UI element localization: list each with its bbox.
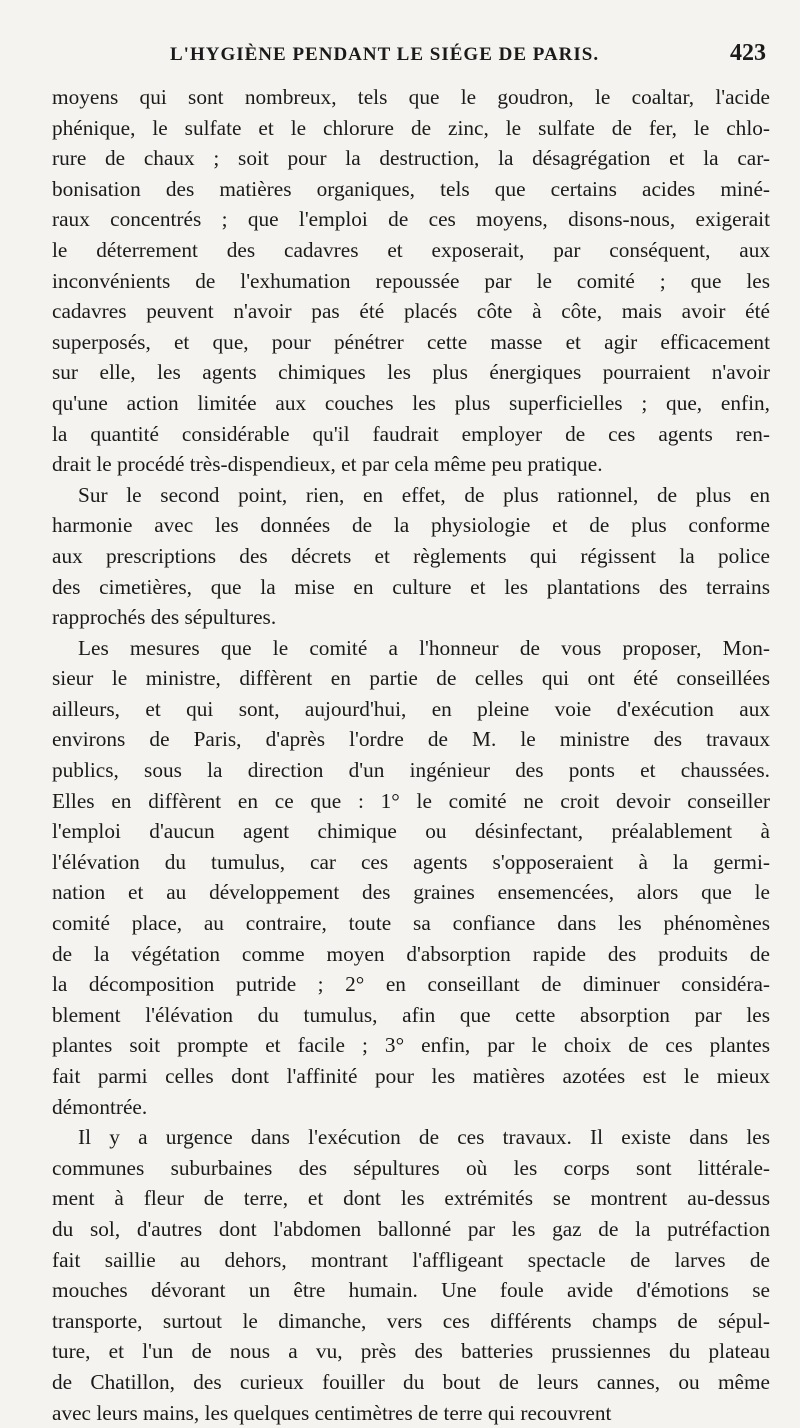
text-line: qu'une action limitée aux couches les plus superficielles ; que, enfin, [52, 390, 770, 415]
text-line: des cimetières, que la mise en culture et les plantations des terrains [52, 574, 770, 599]
text-line: mouches dévorant un être humain. Une foule avide d'émotions se [52, 1278, 770, 1303]
text-line: communes suburbaines des sépultures où les corps sont littérale- [52, 1155, 770, 1180]
text-line: de la végétation comme moyen d'absorption rapide des produits de [52, 941, 770, 966]
text-line: aux prescriptions des décrets et règlements qui régissent la police [52, 543, 770, 568]
text-line: ment à fleur de terre, et dont les extrémités se montrent au-dessus [52, 1186, 770, 1211]
page-number: 423 [730, 40, 766, 66]
text-line: l'élévation du tumulus, car ces agents s'opposeraient à la germi- [52, 849, 770, 874]
text-line: moyens qui sont nombreux, tels que le goudron, le coaltar, l'acide [52, 85, 770, 109]
text-line: de Chatillon, des curieux fouiller du bout de leurs cannes, ou même [52, 1369, 770, 1394]
paragraph [52, 480, 770, 633]
text-line: publics, sous la direction d'un ingénieur des ponts et chaussées. [52, 758, 770, 783]
text-line: Elles en diffèrent en ce que : 1° le comité ne croit devoir conseiller [52, 788, 770, 813]
text-line: l'emploi d'aucun agent chimique ou désinfectant, préalablement à [52, 819, 770, 844]
text-line: sieur le ministre, diffèrent en partie de celles qui ont été conseillées [52, 666, 770, 691]
text-line: harmonie avec les données de la physiologie et de plus conforme [52, 513, 770, 538]
text-line: fait parmi celles dont l'affinité pour les matières azotées est le mieux [52, 1064, 770, 1088]
text-line: comité place, au contraire, toute sa confiance dans les phénomènes [52, 911, 770, 936]
text-line: avec leurs mains, les quelques centimètres de terre qui recouvrent [52, 1400, 612, 1425]
text-line: transporte, surtout le dimanche, vers ces différents champs de sépul- [52, 1308, 770, 1333]
page-header [52, 38, 770, 74]
text-line: Les mesures que le comité a l'honneur de vous proposer, Mon- [78, 635, 770, 660]
text-line: rure de chaux ; soit pour la destruction, la désagrégation et la car- [52, 146, 770, 171]
text-line: phénique, le sulfate et le chlorure de zinc, le sulfate de fer, le chlo- [52, 115, 770, 140]
text-line: démontrée. [52, 1094, 148, 1119]
body-text [52, 82, 770, 1428]
text-line: rapprochés des sépultures. [52, 605, 277, 630]
text-line: nation et au développement des graines ensemencées, alors que le [52, 880, 770, 905]
text-line: fait saillie au dehors, montrant l'affligeant spectacle de larves de [52, 1247, 770, 1272]
text-line: la quantité considérable qu'il faudrait employer de ces agents ren- [52, 421, 770, 446]
text-line: plantes soit prompte et facile ; 3° enfin, par le choix de ces plantes [52, 1033, 770, 1058]
text-line: bonisation des matières organiques, tels que certains acides miné- [52, 176, 770, 201]
text-line: la décomposition putride ; 2° en conseillant de diminuer considéra- [52, 972, 770, 997]
text-line: drait le procédé très-dispendieux, et par cela même peu pratique. [52, 452, 603, 477]
text-line: superposés, et que, pour pénétrer cette masse et agir efficacement [52, 329, 770, 354]
text-line: Sur le second point, rien, en effet, de plus rationnel, de plus en [78, 482, 770, 507]
text-line: le déterrement des cadavres et exposerait, par conséquent, aux [52, 237, 770, 262]
text-line: environs de Paris, d'après l'ordre de M. le ministre des travaux [52, 727, 770, 752]
text-line: Il y a urgence dans l'exécution de ces travaux. Il existe dans les [78, 1125, 770, 1150]
text-line: ture, et l'un de nous a vu, près des batteries prussiennes du plateau [52, 1339, 770, 1364]
text-line: blement l'élévation du tumulus, afin que cette absorption par les [52, 1002, 770, 1027]
text-line: ailleurs, et qui sont, aujourd'hui, en pleine voie d'exécution aux [52, 696, 770, 721]
paragraph [52, 1122, 770, 1428]
running-head: L'HYGIÈNE PENDANT LE SIÉGE DE PARIS. [170, 44, 600, 65]
text-line: du sol, d'autres dont l'abdomen ballonné par les gaz de la putréfaction [52, 1216, 770, 1241]
text-line: cadavres peuvent n'avoir pas été placés côte à côte, mais avoir été [52, 299, 770, 324]
text-line: raux concentrés ; que l'emploi de ces moyens, disons-nous, exigerait [52, 207, 770, 232]
text-line: sur elle, les agents chimiques les plus énergiques pourraient n'avoir [52, 360, 770, 385]
paragraph [52, 82, 770, 480]
paragraph [52, 633, 770, 1123]
text-line: inconvénients de l'exhumation repoussée par le comité ; que les [52, 268, 770, 293]
